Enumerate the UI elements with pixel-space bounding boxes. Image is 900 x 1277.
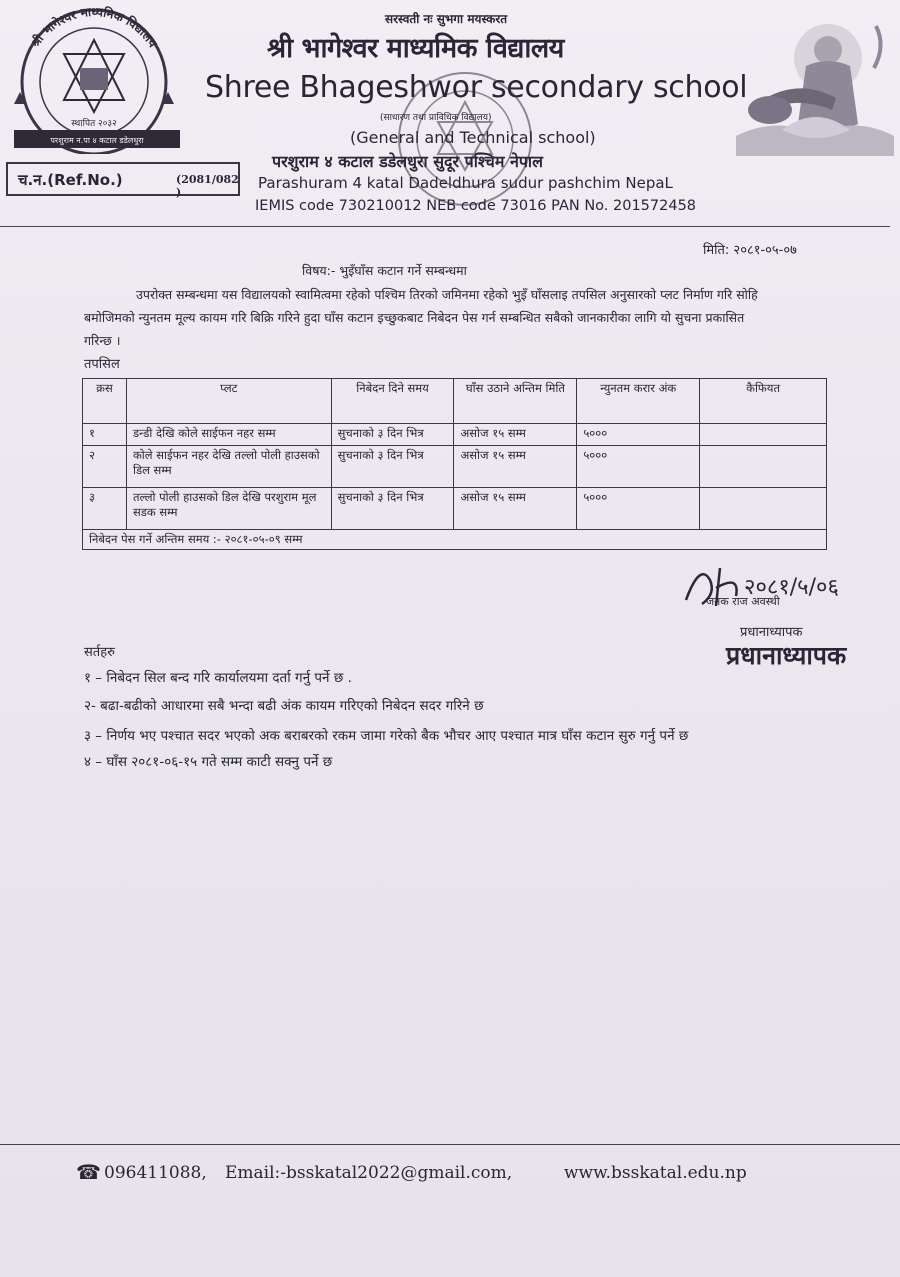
- notice-date: मिति: २०८१-०५-०७: [703, 243, 797, 258]
- cell-deadline: असोज १५ सम्म: [454, 446, 577, 488]
- table-row: [83, 446, 827, 488]
- reference-number-box: [6, 162, 240, 199]
- notice-subject: विषय:- भुइँघाँस कटान गर्ने सम्बन्धमा: [302, 263, 467, 278]
- table-row: [83, 488, 827, 530]
- table-header-row: [83, 379, 827, 424]
- school-name-english: Shree Bhageshwor secondary school: [205, 70, 748, 105]
- cell-sn: १: [83, 424, 127, 446]
- address-english: Parashuram 4 katal Dadeldhura sudur pashchim NepaL: [258, 174, 673, 192]
- body-line-3: गरिन्छ ।: [84, 333, 121, 348]
- col-header-deadline: घाँस उठाने अन्तिम मिति: [454, 379, 577, 424]
- condition-item: ४ – घाँस २०८१-०६-१५ गते सम्म काटी सक्नु पर्ने छ: [84, 754, 333, 770]
- phone-icon: ☎: [76, 1160, 101, 1184]
- table-row: [83, 424, 827, 446]
- address-nepali: परशुराम ४ कटाल डडेलधुरा सुदूर पश्चिम नेपाल: [272, 152, 543, 171]
- footer-divider: [0, 1144, 900, 1145]
- cell-sn: ३: [83, 488, 127, 530]
- logo-established: स्थापित २०३२: [71, 119, 117, 129]
- condition-item: २- बढा-बढीको आधारमा सबै भन्दा बढी अंक कायम गरिएको निबेदन सदर गरिने छ: [84, 698, 484, 714]
- cell-amount: ५०००: [577, 488, 700, 530]
- school-type-nepali: (साधारण तथा प्राविधिक विद्यालय): [380, 113, 492, 123]
- school-logo-icon: [6, 4, 182, 154]
- cell-time: सुचनाको ३ दिन भित्र: [331, 446, 454, 488]
- cell-deadline: असोज १५ सम्म: [454, 488, 577, 530]
- last-date-note: निबेदन पेस गर्ने अन्तिम समय :- २०८१-०५-०९ सम्म: [83, 530, 827, 550]
- col-header-remarks: कैफियत: [700, 379, 827, 424]
- plot-table: [82, 378, 827, 550]
- cell-plot: कोले साईफन नहर देखि तल्लो पोली हाउसको डिल सम्म: [126, 446, 331, 488]
- cell-sn: २: [83, 446, 127, 488]
- condition-item: १ – निबेदन सिल बन्द गरि कार्यालयमा दर्ता गर्नु पर्ने छ .: [84, 670, 352, 686]
- cell-amount: ५०००: [577, 446, 700, 488]
- logo-ribbon: परशुराम न.पा ४ कटाल डडेलधुरा: [50, 136, 144, 145]
- cell-amount: ५०००: [577, 424, 700, 446]
- cell-remarks: [700, 488, 827, 530]
- school-name-nepali: श्री भागेश्वर माध्यमिक विद्यालय: [267, 33, 564, 64]
- body-line-2: बमोजिमको न्युनतम मूल्य कायम गरि बिक्रि गरिने हुदा घाँस कटान इच्छुकबाट निबेदन पेस गर्न सम्बन्धित सबैको जानकारीका लागि यो सुचना प्रकासित: [84, 310, 745, 325]
- school-codes: IEMIS code 730210012 NEB code 73016 PAN No. 201572458: [255, 198, 697, 214]
- condition-item: ३ – निर्णय भए पश्चात सदर भएको अक बराबरको रकम जामा गरेको बैक भौचर आए पश्चात मात्र घाँस कटान सुरु गर्नु पर्ने छ: [84, 728, 689, 744]
- motto-text: सरस्वती नः सुभगा मयस्करत: [385, 12, 508, 26]
- cell-remarks: [700, 446, 827, 488]
- cell-time: सुचनाको ३ दिन भित्र: [331, 424, 454, 446]
- saraswati-image-icon: [736, 6, 894, 166]
- ref-value: (2081/082 ): [176, 173, 239, 199]
- school-type-english: (General and Technical school): [350, 128, 596, 147]
- cell-plot: डन्डी देखि कोले साईफन नहर सम्म: [126, 424, 331, 446]
- logo-arc-text: श्री भागेश्वर माध्यमिक विद्यालय: [28, 4, 160, 50]
- col-header-min-amount: न्युनतम करार अंक: [577, 379, 700, 424]
- body-line-1: उपरोक्त सम्बन्धमा यस विद्यालयको स्वामित्वमा रहेको पश्चिम तिरको जमिनमा रहेको भुइँ घाँसलाइ तपसिल अनुसारको प्लट निर्माण गरि सोहि: [136, 287, 758, 302]
- conditions-heading: सर्तहरु: [84, 645, 115, 660]
- cell-plot: तल्लो पोली हाउसको डिल देखि परशुराम मूल सडक सम्म: [126, 488, 331, 530]
- cell-time: सुचनाको ३ दिन भित्र: [331, 488, 454, 530]
- cell-deadline: असोज १५ सम्म: [454, 424, 577, 446]
- signatory-title: प्रधानाध्यापक: [740, 625, 803, 640]
- cell-remarks: [700, 424, 827, 446]
- footer-website: www.bsskatal.edu.np: [564, 1163, 747, 1183]
- tapsil-label: तपसिल: [84, 357, 120, 372]
- header-divider: [0, 226, 890, 227]
- ref-label: च.न.(Ref.No.): [18, 171, 123, 189]
- footer-phone: 096411088,: [104, 1163, 207, 1183]
- signatory-name: जनक राज अवस्थी: [706, 595, 780, 608]
- signature-date: २०८१/५/०६: [744, 575, 839, 600]
- col-header-application-time: निबेदन दिने समय: [331, 379, 454, 424]
- footer-email: Email:-bsskatal2022@gmail.com,: [225, 1163, 513, 1183]
- headmaster-stamp: प्रधानाध्यापक: [726, 641, 847, 670]
- col-header-plot: प्लट: [126, 379, 331, 424]
- table-footer-row: [83, 530, 827, 550]
- col-header-sn: क्रस: [83, 379, 127, 424]
